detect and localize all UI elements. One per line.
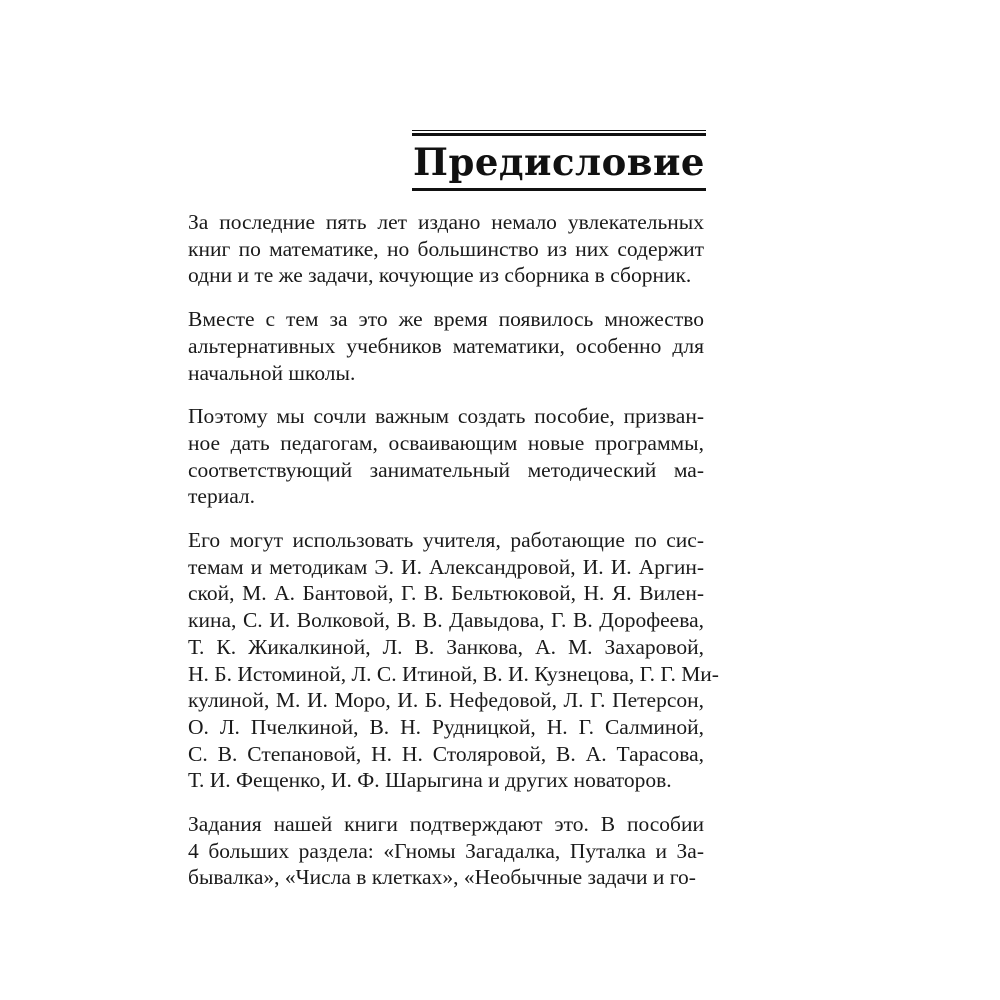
heading-bottom-rule bbox=[412, 188, 706, 191]
text-line: альтернативных учебников математики, особенно для bbox=[188, 333, 704, 358]
text-line: кина, С. И. Волковой, В. В. Давыдова, Г. В. Дорофеева, bbox=[188, 608, 704, 633]
text-line: начальной школы. bbox=[188, 360, 356, 385]
text-line: Задания нашей книги подтверждают это. В пособии bbox=[188, 812, 704, 837]
body-text bbox=[188, 209, 719, 908]
text-line: одни и те же задачи, кочующие из сборника в сборник. bbox=[188, 263, 692, 288]
text-line: О. Л. Пчелкиной, В. Н. Рудницкой, Н. Г. Салминой, bbox=[188, 714, 704, 739]
text-line: Его могут использовать учителя, работающие по сис- bbox=[188, 528, 704, 553]
text-line: За последние пять лет издано немало увлекательных bbox=[188, 210, 704, 234]
text-line: териал. bbox=[188, 484, 256, 509]
paragraph bbox=[188, 403, 704, 510]
text-line: книг по математике, но большинство из них содержит bbox=[188, 236, 704, 261]
text-line: Т. К. Жикалкиной, Л. В. Занкова, А. М. Захаровой, bbox=[188, 634, 704, 659]
text-line: С. В. Степановой, Н. Н. Столяровой, В. А. Тарасова, bbox=[188, 741, 704, 766]
text-line: соответствующий занимательный методический ма- bbox=[188, 457, 704, 482]
chapter-heading-block bbox=[412, 130, 706, 191]
text-line: ской, М. А. Бантовой, Г. В. Бельтюковой, Н. Я. Вилен- bbox=[188, 581, 704, 606]
paragraph bbox=[188, 811, 704, 891]
text-line: темам и методикам Э. И. Александровой, И. И. Аргин- bbox=[188, 554, 704, 579]
paragraph bbox=[188, 306, 704, 386]
text-line: бывалка», «Числа в клетках», «Необычные задачи и го- bbox=[188, 865, 696, 890]
text-line: Н. Б. Истоминой, Л. С. Итиной, В. И. Кузнецова, Г. Г. Ми- bbox=[188, 661, 719, 686]
text-line: ное дать педагогам, осваивающим новые программы, bbox=[188, 430, 704, 455]
text-line: Поэтому мы сочли важным создать пособие, призван- bbox=[188, 404, 704, 429]
paragraph bbox=[188, 209, 704, 289]
text-line: кулиной, М. И. Моро, И. Б. Нефедовой, Л. Г. Петерсон, bbox=[188, 688, 704, 713]
paragraph bbox=[188, 527, 719, 794]
text-line: 4 больших раздела: «Гномы Загадалка, Путалка и За- bbox=[188, 838, 704, 863]
text-line: Вместе с тем за это же время появилось множество bbox=[188, 307, 704, 332]
text-line: Т. И. Фещенко, И. Ф. Шарыгина и других новаторов. bbox=[188, 768, 672, 793]
chapter-title: Предисловие bbox=[413, 140, 705, 184]
